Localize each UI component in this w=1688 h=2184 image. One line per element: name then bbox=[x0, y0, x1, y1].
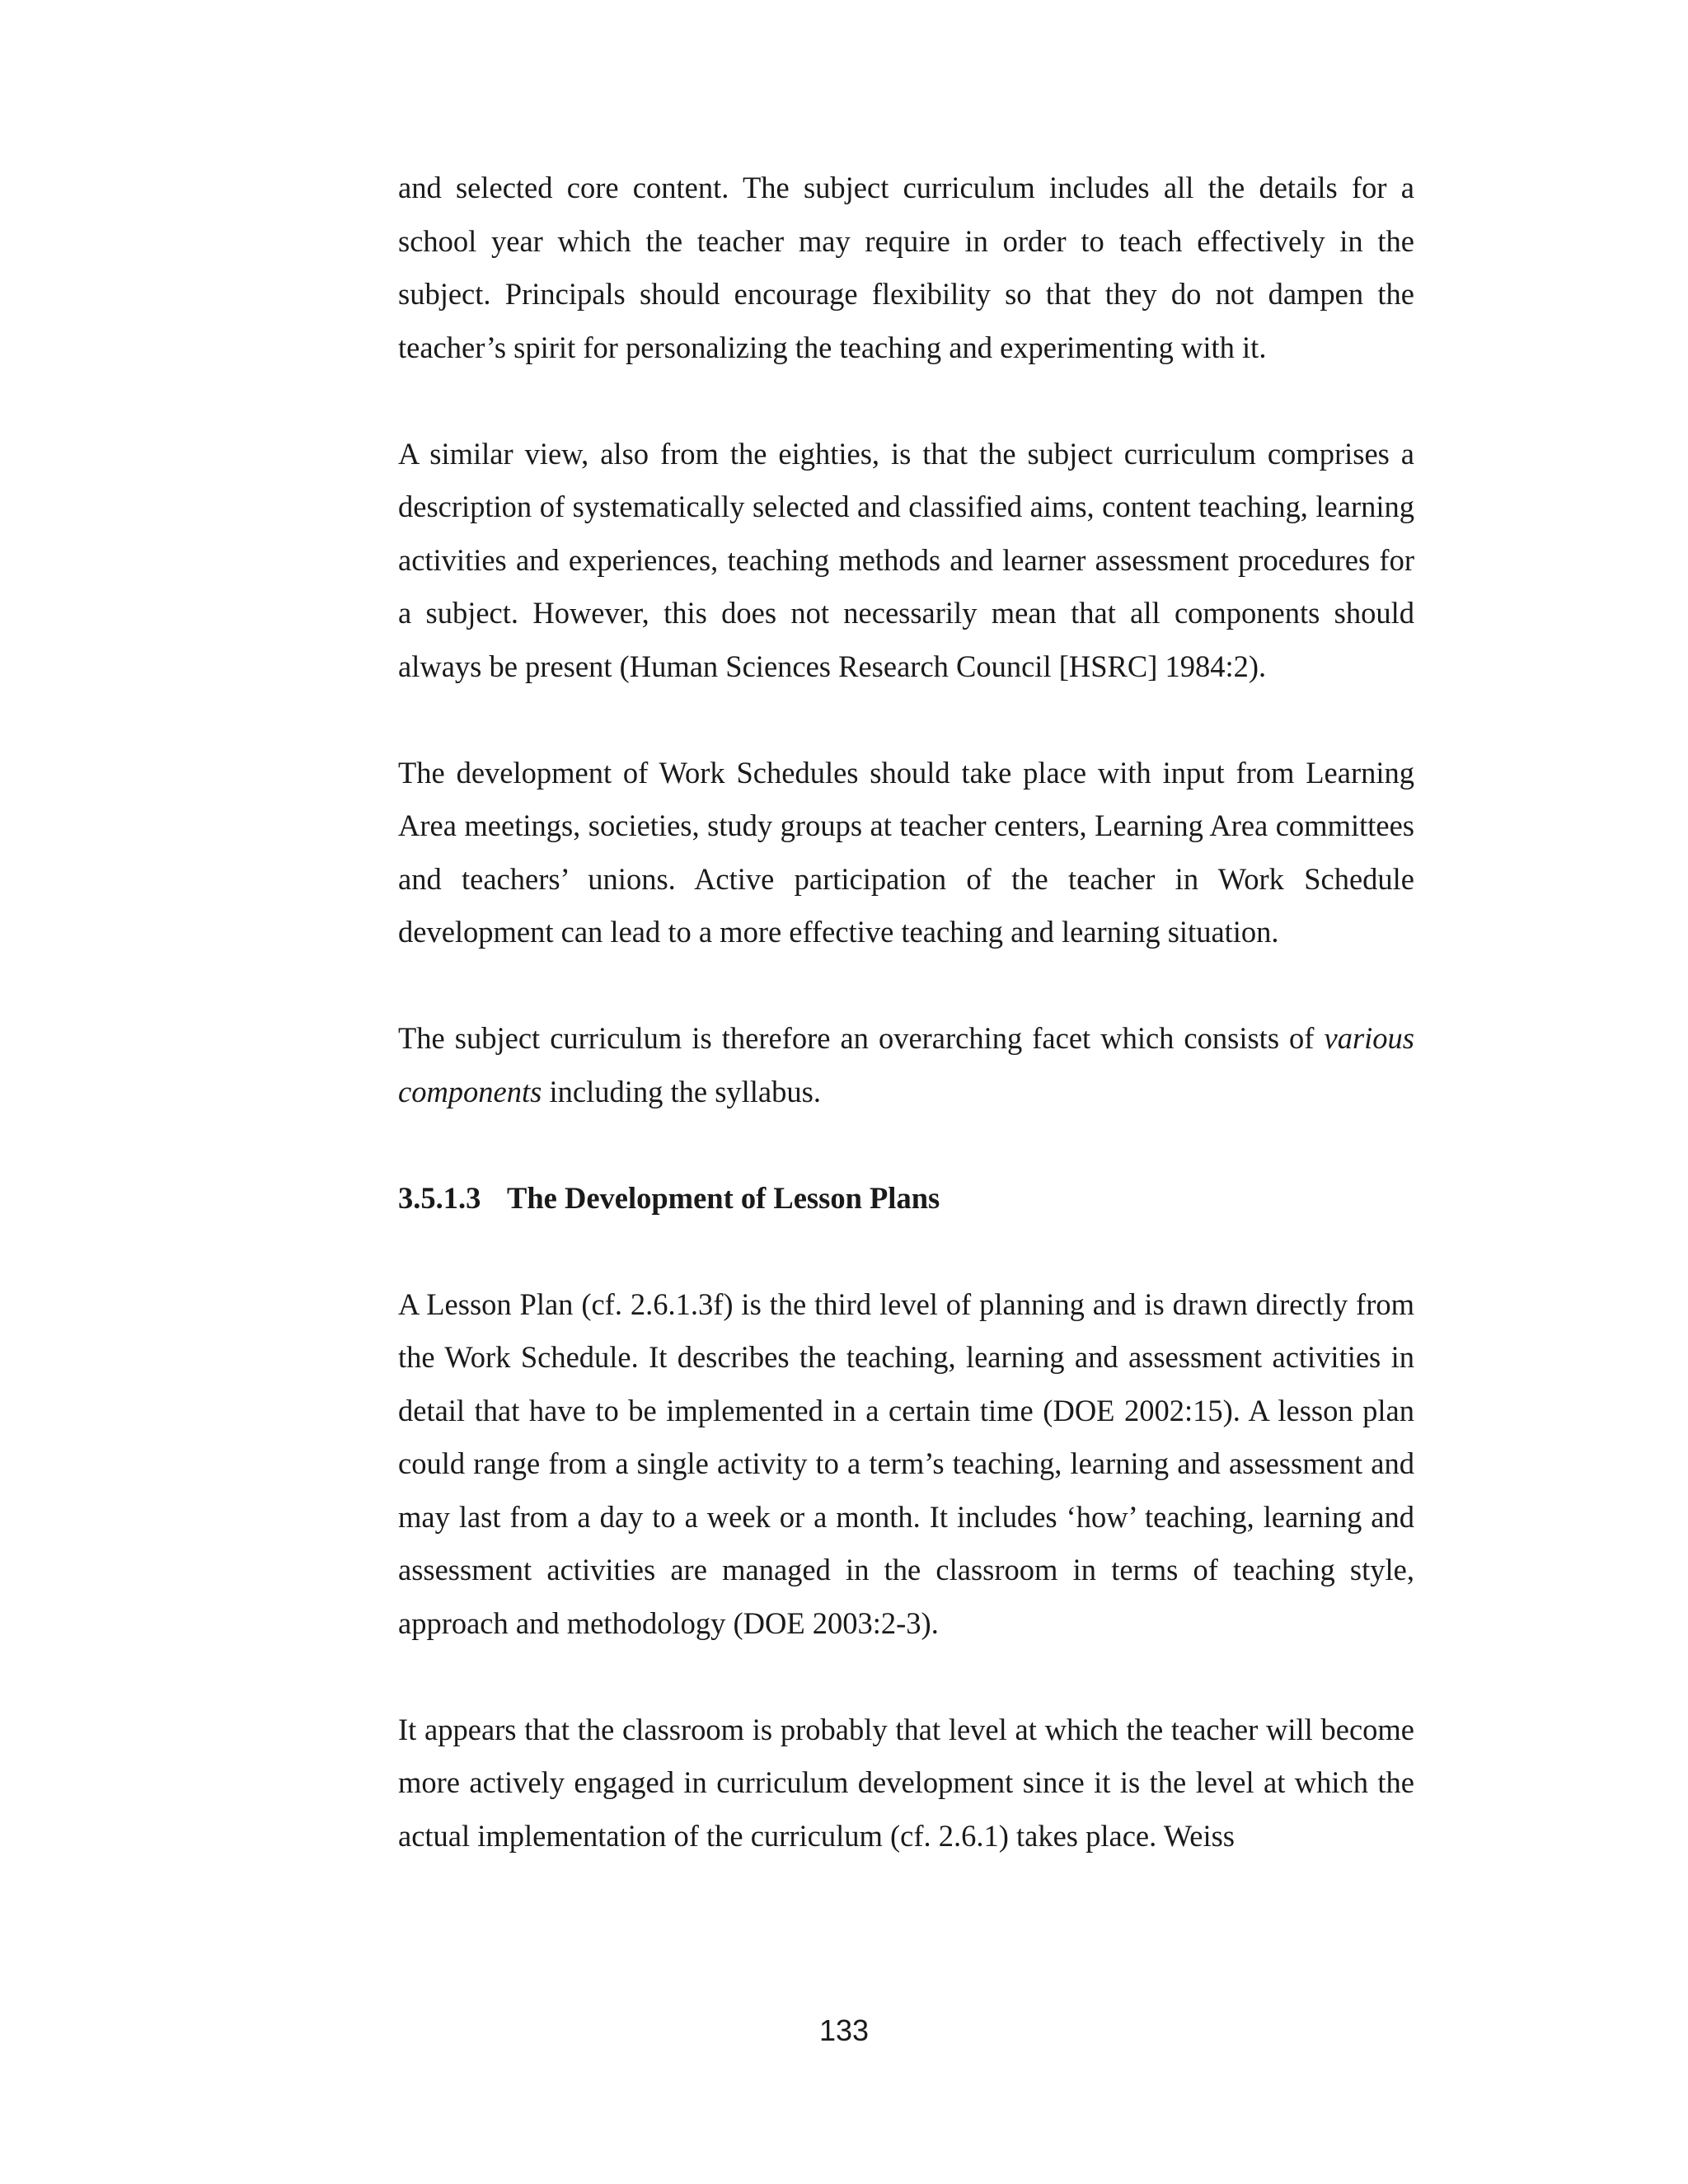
paragraph-2: A similar view, also from the eighties, is that the subject curriculum comprises a description of systematically selected and classified aims, content teaching, learning activities and experiences, teaching methods and learner assessment procedures for a subject. However, this does not necessarily mean that all components should always be present (Human Sciences Research Council [HSRC] 1984:2). bbox=[398, 436, 1414, 683]
paragraph-5: A Lesson Plan (cf. 2.6.1.3f) is the third level of planning and is drawn directly from the Work Schedule. It describes the teaching, learning and assessment activities in detail that have to be implemented in a certain time (DOE 2002:15). A lesson plan could range from a single activity to a term’s teaching, learning and assessment and may last from a day to a week or a month. It includes ‘how’ teaching, learning and assessment activities are managed in the classroom in terms of teaching style, approach and methodology (DOE 2003:2-3). bbox=[398, 1286, 1414, 1640]
paragraph-4-text-start: The subject curriculum is therefore an overarching facet which consists of bbox=[398, 1021, 1325, 1055]
paragraph-1: and selected core content. The subject curriculum includes all the details for a school year which the teacher may require in order to teach effectively in the subject. Principals should encourage flexibility so that they do not dampen the teacher’s spirit for personalizing the teaching and experimenting with it. bbox=[398, 171, 1414, 364]
paragraph-6: It appears that the classroom is probably that level at which the teacher will become more actively engaged in curriculum development since it is the level at which the actual implementation of the curriculum (cf. 2.6.1) takes place. Weiss bbox=[398, 1712, 1414, 1853]
body-text bbox=[398, 162, 1414, 1916]
paragraph-4-emphasis: various components bbox=[398, 1021, 1414, 1108]
paragraph-4-text-end: including the syllabus. bbox=[542, 1074, 821, 1108]
section-heading bbox=[398, 1172, 1414, 1226]
page-number: 133 bbox=[818, 2013, 870, 2047]
section-number: 3.5.1.3 bbox=[398, 1180, 481, 1215]
paragraph-4 bbox=[398, 1012, 1414, 1118]
section-title: The Development of Lesson Plans bbox=[507, 1180, 940, 1215]
paragraph-3: The development of Work Schedules should take place with input from Learning Area meetings, societies, study groups at teacher centers, Learning Area committees and teachers’ unions. Active participation of the teacher in Work Schedule development can lead to a more effective teaching and learning situation. bbox=[398, 755, 1414, 949]
